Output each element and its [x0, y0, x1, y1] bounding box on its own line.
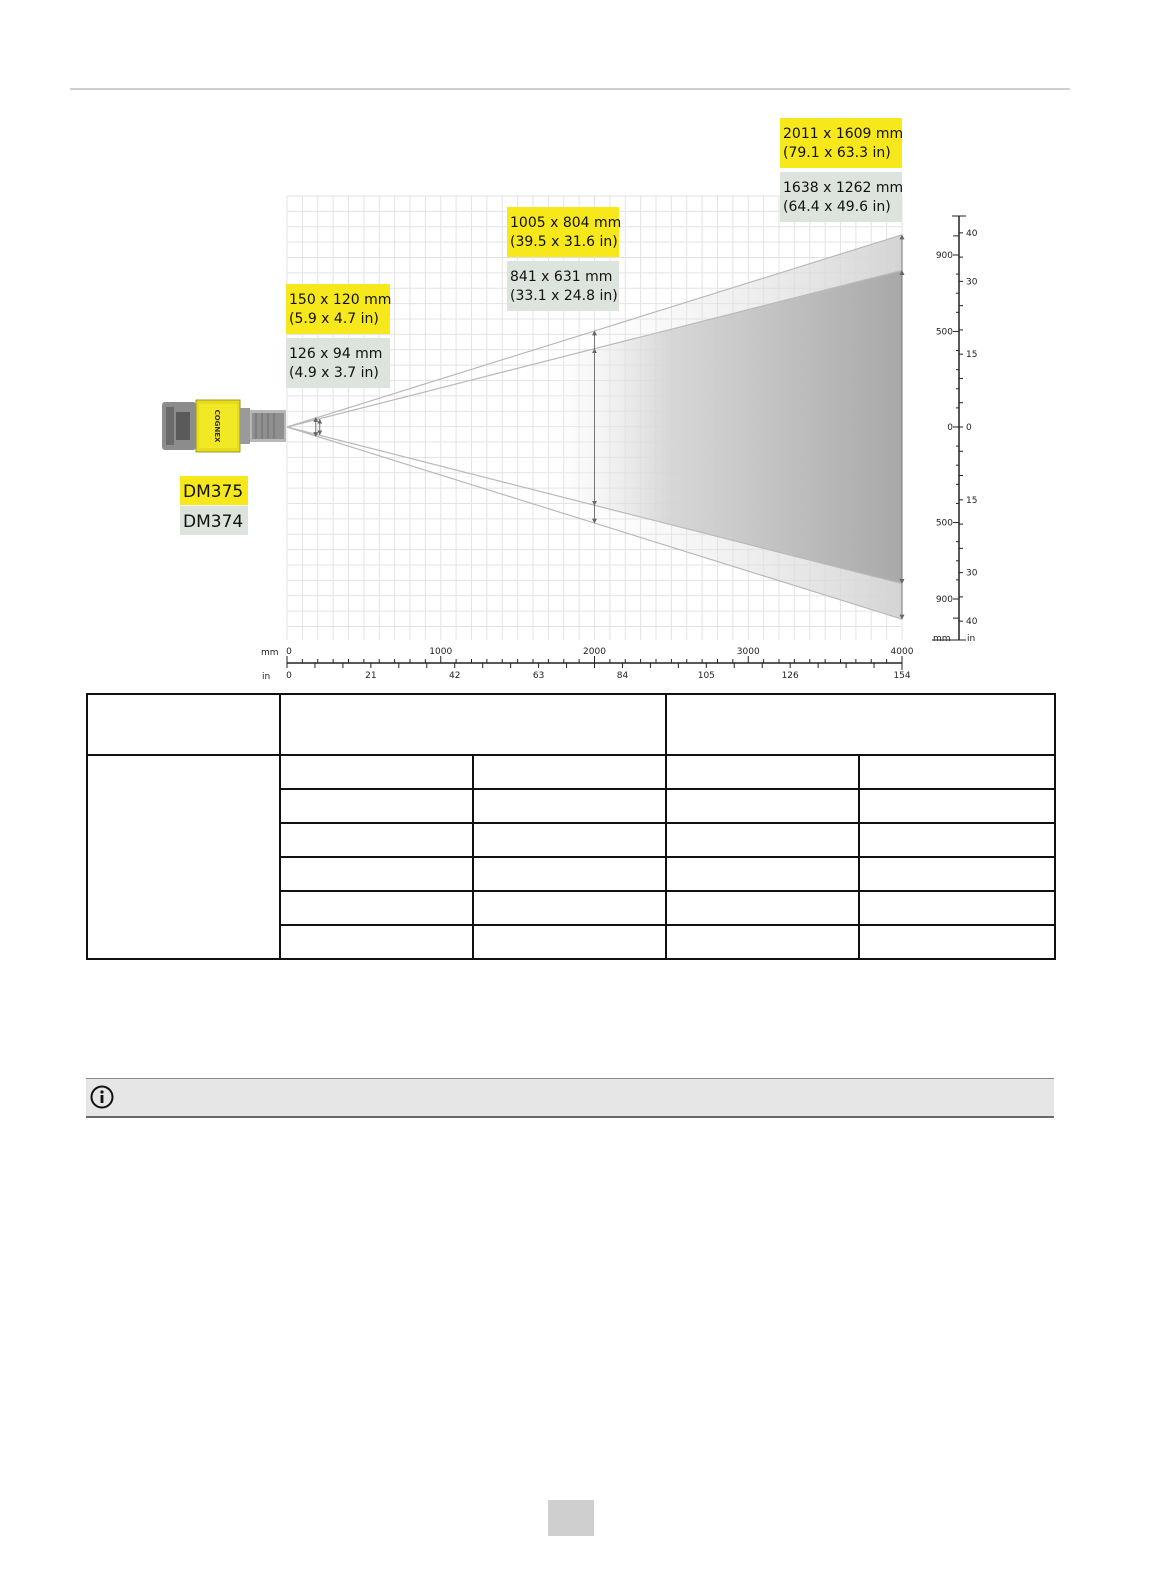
y-axis-in-tick-label: 40 [966, 617, 978, 628]
y-axis-in-tick-label: 0 [966, 423, 972, 433]
camera-brand: COGNEX [213, 409, 221, 443]
table-header-cell [666, 694, 1055, 755]
x-axis-in-tick-label: 84 [616, 671, 629, 681]
table-cell [859, 823, 1055, 857]
y-axis-mm-unit: mm [933, 634, 951, 644]
note-bar [86, 1078, 1054, 1118]
dm375-fov-label-text: (5.9 x 4.7 in) [289, 311, 379, 327]
y-axis-mm-tick-label: 500 [935, 327, 953, 338]
y-axis-in-tick-label: 15 [966, 495, 978, 506]
dm375-fov-label-text: (79.1 x 63.3 in) [783, 145, 891, 161]
table-cell [859, 925, 1055, 959]
y-axis-in-tick-label: 30 [966, 568, 978, 579]
x-axis-mm-tick-label: 0 [286, 647, 292, 657]
dm374-fov-label-text: (4.9 x 3.7 in) [289, 365, 379, 381]
dm374-fov-label-text: 841 x 631 mm [510, 269, 613, 285]
table-header-row [87, 694, 1055, 755]
table-cell [859, 857, 1055, 891]
table-cell [473, 891, 666, 925]
model-legend [180, 476, 248, 535]
x-axis-in-unit: in [262, 672, 271, 682]
x-axis-mm-tick-label: 3000 [736, 647, 760, 657]
table-header-cell [280, 694, 666, 755]
model-legend-label: DM375 [183, 482, 244, 502]
table-cell [280, 789, 473, 823]
table-cell [859, 755, 1055, 789]
camera-icon [162, 400, 286, 452]
x-axis-mm-tick-label: 4000 [890, 647, 914, 657]
table-cell [473, 789, 666, 823]
table-cell [666, 925, 859, 959]
dm374-fov-label-text: (64.4 x 49.6 in) [783, 199, 891, 215]
x-axis-mm-tick-label: 2000 [583, 647, 606, 657]
y-axis [932, 216, 978, 644]
table-cell [859, 789, 1055, 823]
field-of-view-diagram [0, 0, 1152, 690]
table-cell [666, 857, 859, 891]
table-cell [666, 891, 859, 925]
table-cell [666, 823, 859, 857]
x-axis-mm-tick-label: 1000 [429, 647, 453, 657]
table-cell [280, 925, 473, 959]
x-axis-in-tick-label: 154 [893, 671, 911, 681]
table-header-cell [87, 694, 280, 755]
model-legend-label: DM374 [183, 512, 244, 532]
dm375-fov-label-text: (39.5 x 31.6 in) [510, 234, 618, 250]
page-number-box [548, 1500, 594, 1536]
table-cell [280, 891, 473, 925]
y-axis-in-tick-label: 40 [966, 228, 978, 239]
x-axis [261, 647, 914, 682]
table-cell [280, 823, 473, 857]
table-cell [473, 755, 666, 789]
x-axis-in-tick-label: 42 [449, 671, 461, 681]
table-cell [473, 925, 666, 959]
x-axis-in-tick-label: 21 [365, 671, 377, 681]
y-axis-in-tick-label: 15 [966, 350, 978, 361]
table-row-label-cell [87, 755, 280, 959]
x-axis-in-tick-label: 105 [697, 671, 715, 681]
y-axis-in-tick-label: 30 [966, 277, 978, 288]
specification-table [86, 693, 1056, 960]
y-axis-mm-tick-label: 900 [935, 595, 953, 605]
x-axis-mm-unit: mm [261, 648, 279, 658]
x-axis-in-tick-label: 0 [286, 671, 292, 681]
table-cell [859, 891, 1055, 925]
dm374-fov-label-text: 1638 x 1262 mm [783, 180, 904, 196]
x-axis-in-tick-label: 126 [781, 671, 799, 681]
y-axis-in-unit: in [967, 634, 976, 644]
dm375-fov-label-text: 1005 x 804 mm [510, 215, 622, 231]
info-circle-icon [90, 1085, 114, 1109]
table-row [87, 755, 1055, 789]
dm375-fov-label-text: 150 x 120 mm [289, 292, 392, 308]
dm375-fov-label-text: 2011 x 1609 mm [783, 126, 904, 142]
dm374-fov-label-text: (33.1 x 24.8 in) [510, 288, 618, 304]
table-cell [666, 755, 859, 789]
table-cell [280, 857, 473, 891]
table-cell [280, 755, 473, 789]
table-cell [473, 823, 666, 857]
table-cell [473, 857, 666, 891]
x-axis-in-tick-label: 63 [532, 671, 545, 681]
y-axis-mm-tick-label: 500 [935, 518, 953, 529]
table-cell [666, 789, 859, 823]
dm374-fov-label-text: 126 x 94 mm [289, 346, 383, 362]
y-axis-mm-tick-label: 900 [935, 251, 953, 261]
y-axis-mm-tick-label: 0 [947, 423, 953, 433]
